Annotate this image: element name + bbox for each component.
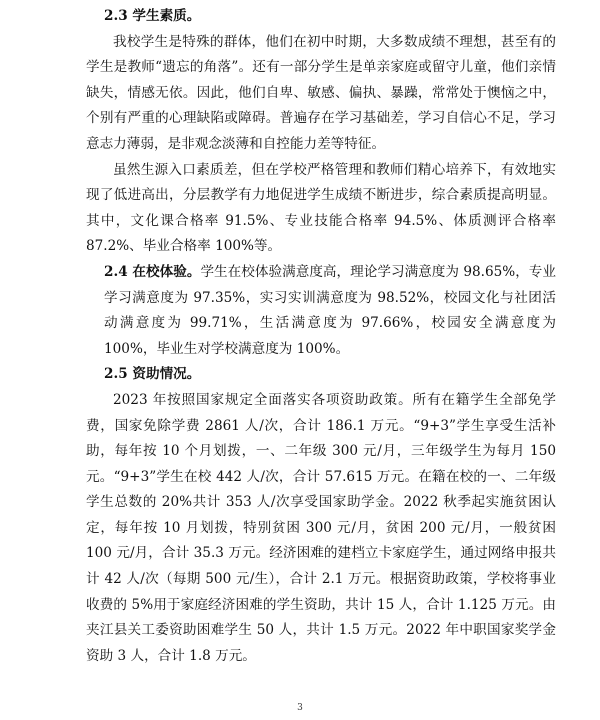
section-heading-financial-aid: 2.5 资助情况。 xyxy=(104,366,201,383)
page-number: 3 xyxy=(297,703,303,713)
paragraph-campus-experience xyxy=(86,260,556,362)
paragraph-student-background: 我校学生是特殊的群体，他们在初中时期，大多数成绩不理想，甚至有的学生是教师“遗忘的角落”。还有一部分学生是单亲家庭或留守儿童，他们亲情缺失，情感无依。因此，他们自卑、敏感、偏执、暴躁，常常处于懊恼之中，个别有严重的心理缺陷或障碍。普遍存在学习基础差，学习自信心不足，学习意志力薄弱，是非观念淡薄和自控能力差等特征。 xyxy=(86,33,556,152)
paragraph-financial-aid: 2023 年按照国家规定全面落实各项资助政策。所有在籍学生全部免学费，国家免除学费 2861 人/次，合计 186.1 万元。“9+3”学生享受生活补助，每年按 10 个月划拨，一、二年级 300 元/月，三年级学生为每月 150 元。“9+3”学生在校 442 人/次，合计 57.615 万元。在籍在校的一、二年级学生总数的 20%共计 353 人/次享受国家助学金。2022 秋季起实施贫困认定，每年按 10 月划拨，特别贫困 300 元/月，贫困 200 元/月，一般贫困 100 元/月，合计 35.3 万元。经济困难的建档立卡家庭学生，通过网络申报共计 42 人/次（每期 500 元/生），合计 2.1 万元。根据资助政策，学校将事业收费的 5%用于家庭经济困难的学生资助，共计 15 人，合计 1.125 万元。由夹江县关工委资助困难学生 50 人，共计 1.5 万元。2022 年中职国家奖学金资助 3 人，合计 1.8 万元。 xyxy=(86,391,556,664)
document-body xyxy=(86,4,556,669)
section-heading-student-quality: 2.3 学生素质。 xyxy=(104,8,201,24)
paragraph-student-achievement: 虽然生源入口素质差，但在学校严格管理和教师们精心培养下，有效地实现了低进高出，分层教学有力地促进学生成绩不断进步，综合素质提高明显。其中，文化课合格率 91.5%、专业技能合格率 94.5%、体质测评合格率 87.2%、毕业合格率 100%等。 xyxy=(86,161,556,255)
campus-experience-text: 学生在校体验满意度高，理论学习满意度为 98.65%，专业学习满意度为 97.35%，实习实训满意度为 98.52%，校园文化与社团活动满意度为 99.71%，生活满意度为 97.66%，校园安全满意度为 100%，毕业生对学校满意度为 100%。 xyxy=(104,263,557,357)
section-heading-campus-experience: 2.4 在校体验。 xyxy=(104,263,201,280)
